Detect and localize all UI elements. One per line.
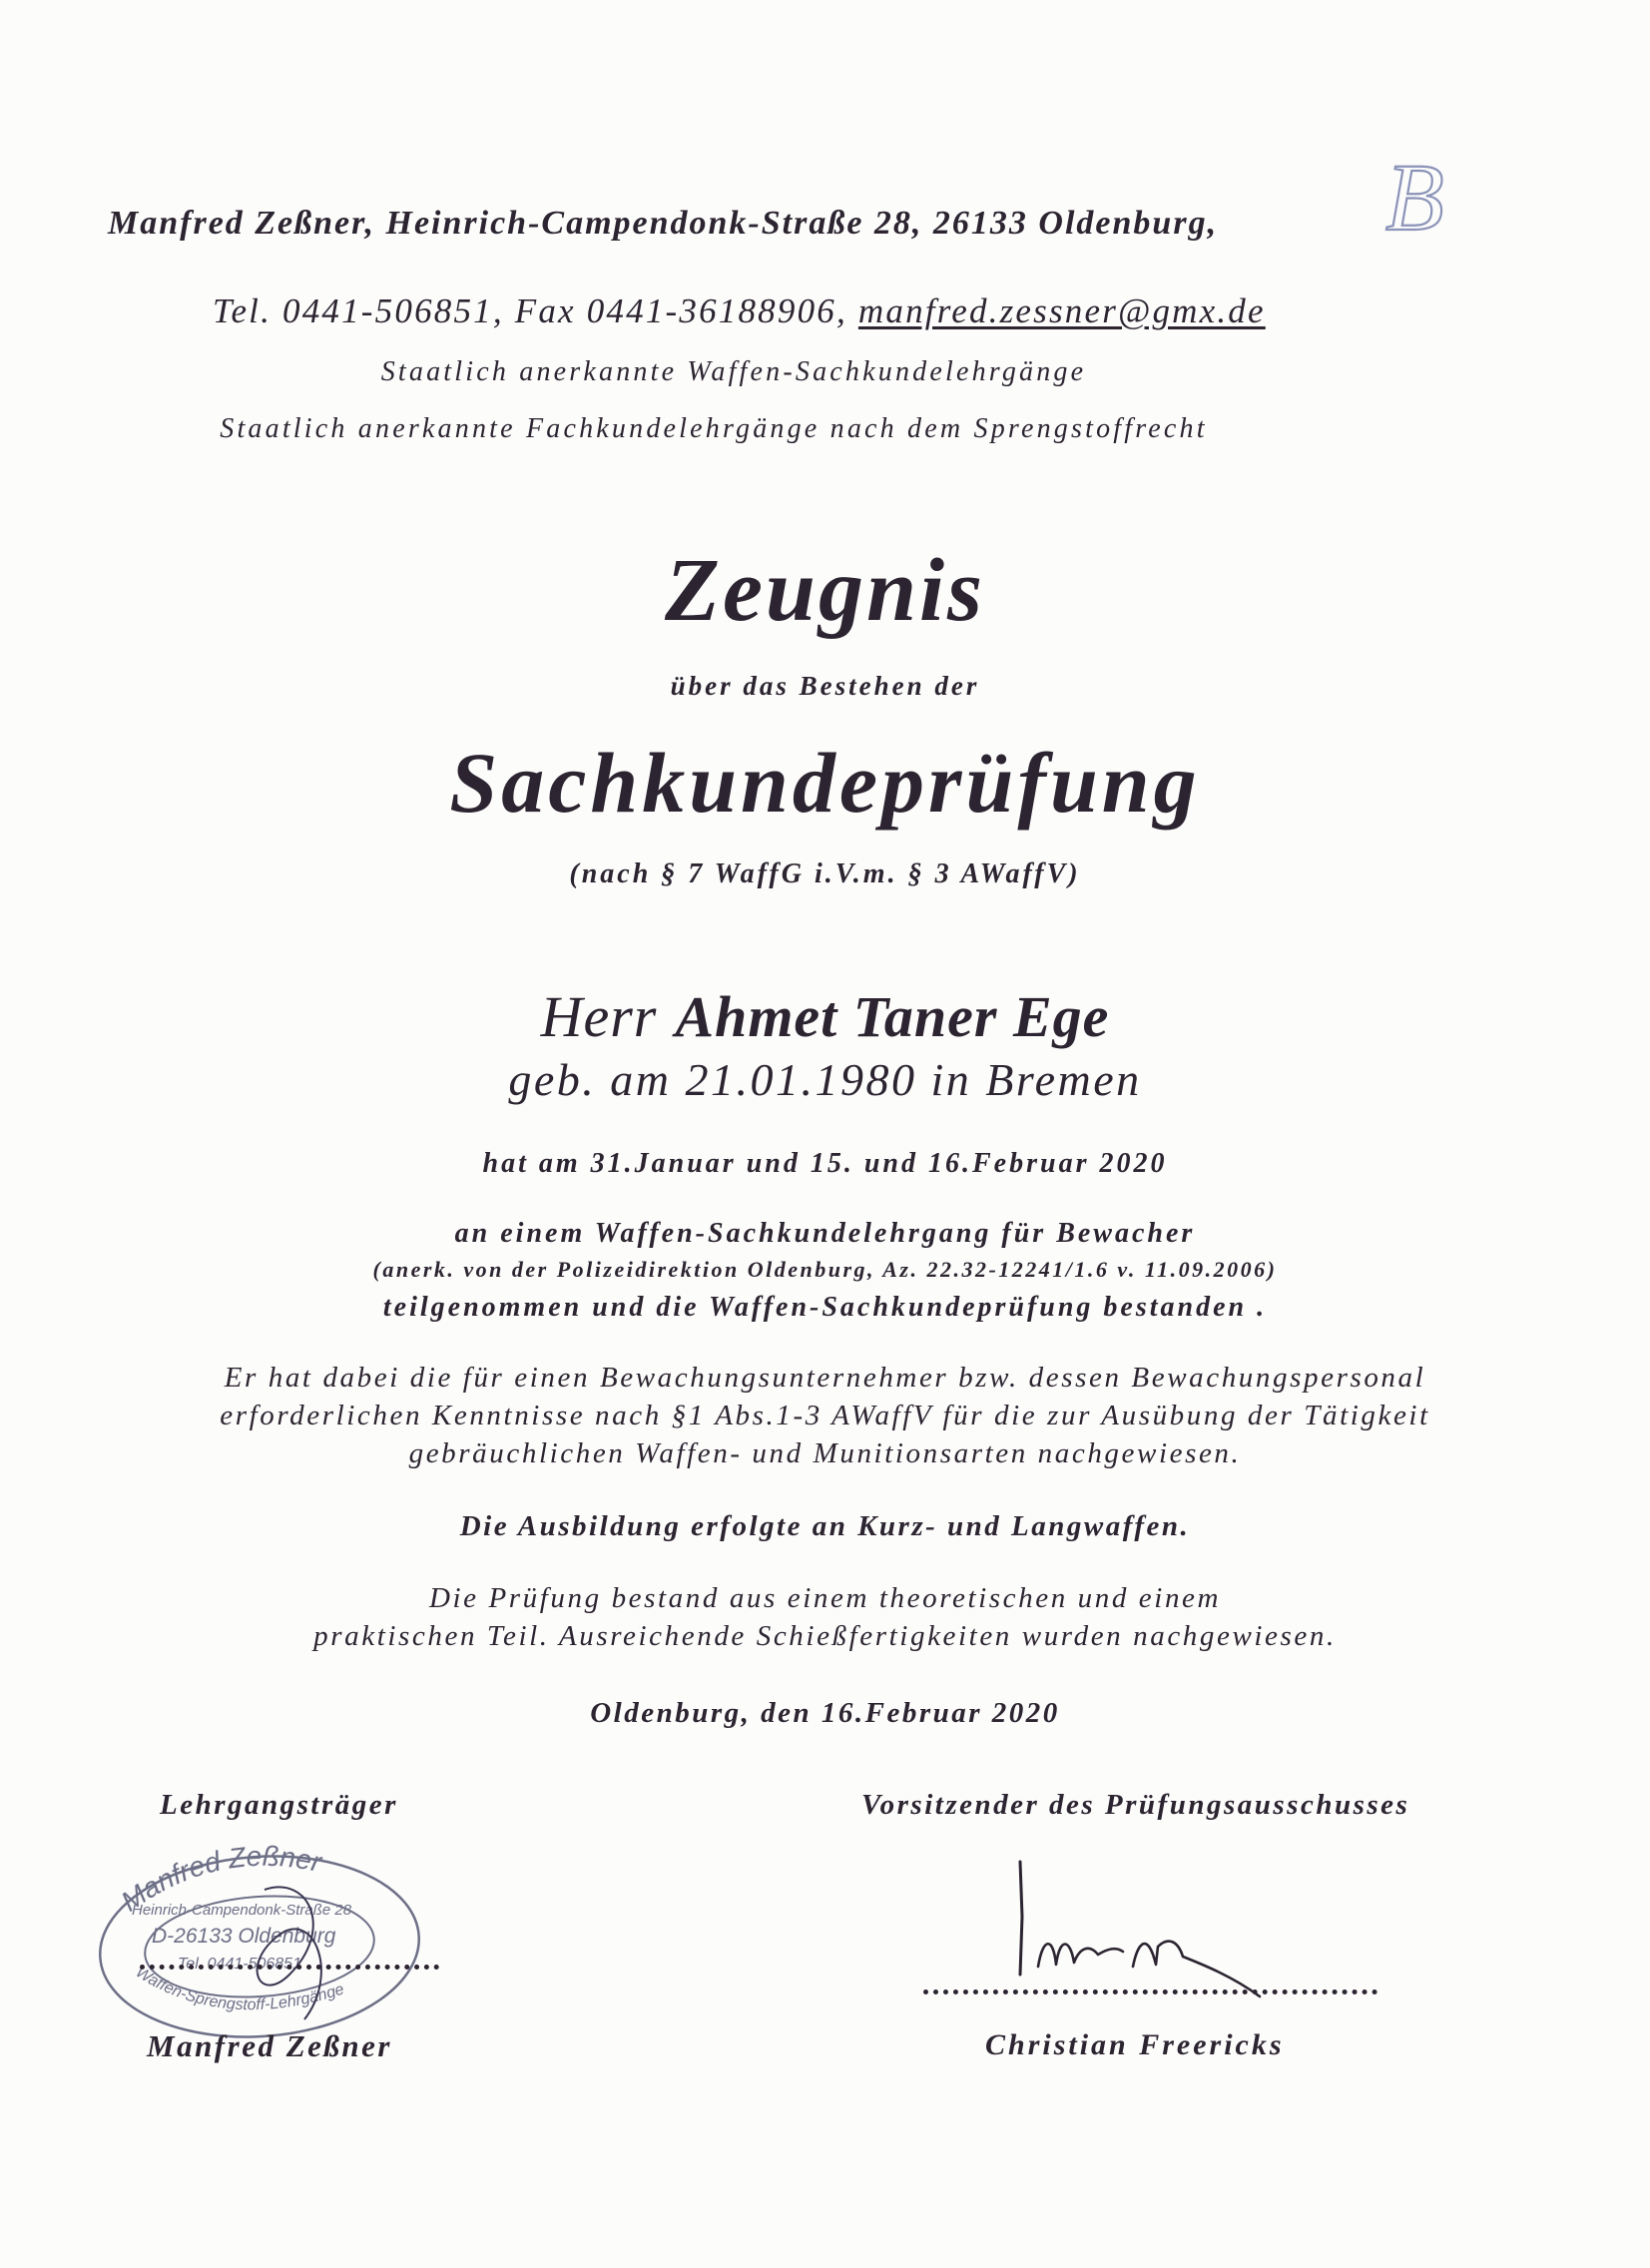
left-signer-name: Manfred Zeßner	[147, 2028, 392, 2063]
left-signature-role: Lehrgangsträger	[160, 1789, 398, 1821]
right-signature-role: Vorsitzender des Prüfungsausschusses	[861, 1789, 1410, 1821]
course-dates: hat am 31.Januar und 15. und 16.Februar 2020	[482, 1148, 1168, 1179]
letterhead-accreditation-explosives: Staatlich anerkannte Fachkundelehrgänge nach dem Sprengstoffrecht	[220, 413, 1208, 444]
person-name: Ahmet Taner Ege	[675, 984, 1110, 1049]
document-title: Zeugnis	[664, 541, 986, 640]
exam-heading: Sachkundeprüfung	[449, 735, 1201, 831]
letterhead-accreditation-weapons: Staatlich anerkannte Waffen-Sachkundelehrgänge	[380, 356, 1087, 387]
knowledge-paragraph-line: gebräuchlichen Waffen- und Munitionsarten nachgewiesen.	[408, 1437, 1242, 1469]
knowledge-paragraph-line: erforderlichen Kenntnisse nach §1 Abs.1-3 AWaffV für die zur Ausübung der Tätigkeit	[220, 1400, 1430, 1431]
logo-letter: B	[1385, 152, 1444, 244]
legal-reference: (nach § 7 WaffG i.V.m. § 3 AWaffV)	[569, 858, 1081, 889]
stamp-line-2: Heinrich-Campendonk-Straße 28	[132, 1902, 352, 1919]
letterhead-contact	[213, 291, 1266, 331]
birth-info: geb. am 21.01.1980 in Bremen	[508, 1054, 1142, 1105]
right-signer-name: Christian Freericks	[985, 2028, 1285, 2061]
knowledge-paragraph-line: Er hat dabei die für einen Bewachungsunternehmer bzw. dessen Bewachungspersonal	[224, 1362, 1426, 1394]
course-description: an einem Waffen-Sachkundelehrgang für Bewacher	[454, 1218, 1196, 1249]
stamp-line-1: Manfred Zeßner	[115, 1840, 324, 1918]
logo-b-icon	[1379, 152, 1453, 244]
letterhead-address: Manfred Zeßner, Heinrich-Campendonk-Straße 28, 26133 Oldenburg,	[108, 205, 1219, 242]
contact-phone-fax: Tel. 0441-506851, Fax 0441-36188906,	[213, 291, 858, 330]
course-result: teilgenommen und die Waffen-Sachkundeprüfung bestanden .	[382, 1292, 1268, 1323]
document-subtitle: über das Bestehen der	[670, 671, 980, 701]
email-link[interactable]: manfred.zessner@gmx.de	[857, 291, 1266, 330]
stamp-line-4: Tel. 0441-506851	[178, 1956, 301, 1973]
person-name-line	[0, 983, 1650, 1050]
salutation: Herr	[540, 984, 658, 1049]
exam-paragraph-line: Die Prüfung bestand aus einem theoretischen und einem	[428, 1582, 1222, 1614]
right-signature-line	[923, 1989, 1377, 1994]
stamp-line-3: D-26133 Oldenburg	[152, 1925, 336, 1948]
place-and-date: Oldenburg, den 16.Februar 2020	[590, 1697, 1060, 1729]
training-statement: Die Ausbildung erfolgte an Kurz- und Langwaffen.	[459, 1510, 1191, 1542]
course-accreditation: (anerk. von der Polizeidirektion Oldenburg, Az. 22.32-12241/1.6 v. 11.09.2006)	[372, 1257, 1278, 1282]
exam-paragraph-line: praktischen Teil. Ausreichende Schießfertigkeiten wurden nachgewiesen.	[313, 1620, 1337, 1652]
left-signature-line	[140, 1965, 439, 1970]
stamp-line-5: Waffen-Sprengstoff-Lehrgänge	[132, 1964, 346, 2014]
